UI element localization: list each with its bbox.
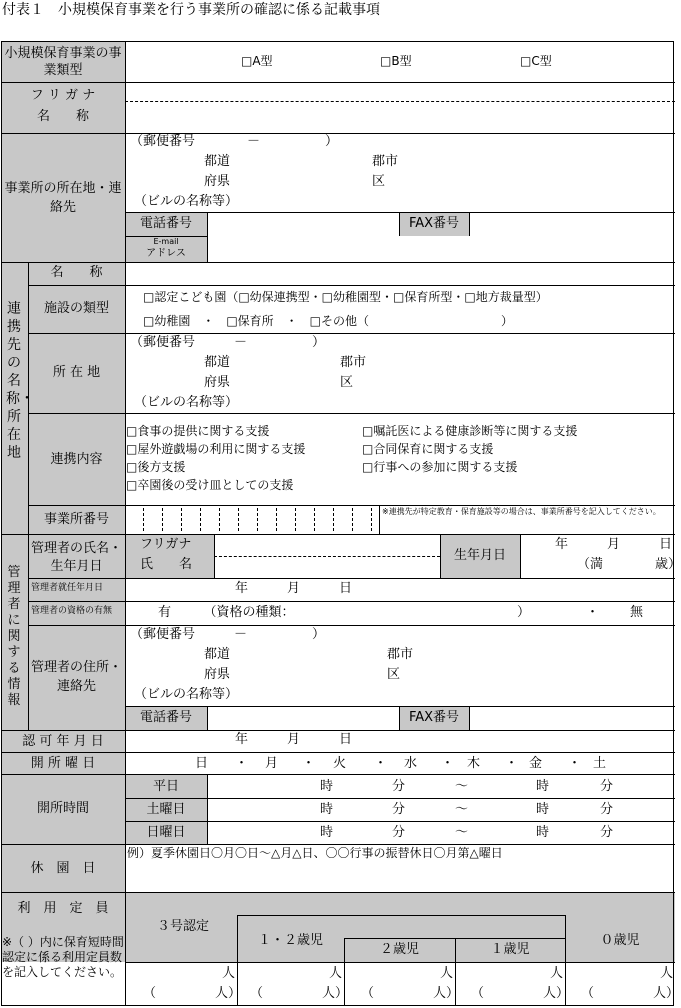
renkei-content-label: 連携内容 xyxy=(50,452,103,467)
renkei-dodo: 都道 xyxy=(204,355,231,370)
hours-fun: 分 xyxy=(600,779,614,794)
renkei-building: （ビルの名称等） xyxy=(134,395,239,410)
tenure-value[interactable]: 年 月 日 xyxy=(235,581,353,596)
type-option-c[interactable]: □C型 xyxy=(520,54,552,68)
holiday-label: 休 園 日 xyxy=(30,861,96,876)
capacity-nin: 人 xyxy=(550,966,564,981)
address-postal: （郵便番号 － ） xyxy=(130,134,339,149)
type-label: 小規模保育事業の事業類型 xyxy=(4,46,122,78)
capacity-paren-open: （ xyxy=(143,986,157,1001)
renkei-location-label: 所 在 地 xyxy=(52,365,101,380)
furigana-label: フ リ ガ ナ xyxy=(30,88,96,103)
hours-fun: 分 xyxy=(392,825,406,840)
address-gunshi: 郡市 xyxy=(372,154,399,169)
hours-row-label: 日曜日 xyxy=(146,825,186,840)
email-label-2: アドレス xyxy=(146,248,186,259)
tenure-label: 管理者就任年月日 xyxy=(31,583,104,593)
capacity-paren-open: （ xyxy=(250,986,264,1001)
manager-fax-label: FAX番号 xyxy=(408,710,460,725)
approval-label: 認 可 年 月 日 xyxy=(22,734,104,749)
renkei-name-label: 名 称 xyxy=(50,265,103,280)
qualification-label: 管理者の資格の有無 xyxy=(31,606,113,616)
qualification-no[interactable]: 無 xyxy=(630,605,644,620)
capacity-nin: 人 xyxy=(222,966,236,981)
holiday-example[interactable]: 例）夏季休園日〇月〇日～△月△日、〇〇行事の振替休日〇月第△曜日 xyxy=(127,846,503,860)
hours-row-label: 平日 xyxy=(152,779,179,794)
capacity-level3: ３号認定 xyxy=(157,919,210,934)
hours-ji: 時 xyxy=(536,825,550,840)
hours-fun: 分 xyxy=(392,802,406,817)
capacity-paren-open: （ xyxy=(471,986,485,1001)
birth-value[interactable]: 年 月 日 xyxy=(554,537,672,552)
day-item[interactable]: 水 xyxy=(404,756,418,771)
day-item[interactable]: 月 xyxy=(265,756,279,771)
hours-tilde: ～ xyxy=(455,802,469,817)
office-number-note: ※連携先が特定教育・保育施設等の場合は、事業所番号を記入してください。 xyxy=(382,507,661,516)
renkei-item[interactable]: □行事への参加に関する支援 xyxy=(362,460,518,474)
hours-tilde: ～ xyxy=(455,779,469,794)
address-building: （ビルの名称等） xyxy=(134,194,239,209)
renkei-item[interactable]: □後方支援 xyxy=(126,460,186,474)
manager-name-label: 管理者の氏名・生年月日 xyxy=(30,541,122,574)
type-option-b[interactable]: □B型 xyxy=(380,54,412,68)
day-item[interactable]: 土 xyxy=(593,756,607,771)
manager-postal: （郵便番号 － ） xyxy=(130,627,326,642)
capacity-note: ※（ ）内に保育短時間認定に係る利用定員数を記入してください。 xyxy=(2,935,124,979)
qualification-yes[interactable]: 有 （資格の種類： xyxy=(158,605,295,620)
day-separator: ・ xyxy=(505,756,519,771)
tel-label: 電話番号 xyxy=(139,216,192,231)
renkei-item[interactable]: □屋外遊戯場の利用に関する支援 xyxy=(126,442,306,456)
hours-ji: 時 xyxy=(320,779,334,794)
renkei-gunshi: 郡市 xyxy=(340,355,367,370)
capacity-paren-close: 人） xyxy=(543,986,570,1001)
capacity-nin: 人 xyxy=(329,966,343,981)
manager-address-label: 管理者の住所・連絡先 xyxy=(30,660,122,694)
manager-furigana: フリガナ xyxy=(140,537,192,552)
capacity-paren-close: 人） xyxy=(215,986,242,1001)
approval-value[interactable]: 年 月 日 xyxy=(235,732,353,747)
address-ku: 区 xyxy=(372,174,386,189)
capacity-paren-open: （ xyxy=(581,986,595,1001)
manager-fuken: 府県 xyxy=(204,667,231,682)
day-separator: ・ xyxy=(374,756,388,771)
capacity-paren-close: 人） xyxy=(322,986,349,1001)
manager-tel-label: 電話番号 xyxy=(139,710,192,725)
renkei-item[interactable]: □食事の提供に関する支援 xyxy=(126,424,270,438)
day-item[interactable]: 火 xyxy=(333,756,347,771)
facility-type-line-1[interactable]: □認定こども園（□幼保連携型・□幼稚園型・□保育所型・□地方裁量型） xyxy=(143,290,548,304)
email-label: E-mail xyxy=(153,237,179,246)
qualification-dot: ・ xyxy=(586,605,600,620)
hours-ji: 時 xyxy=(320,802,334,817)
capacity-paren-close: 人） xyxy=(433,986,460,1001)
hours-fun: 分 xyxy=(600,802,614,817)
hours-ji: 時 xyxy=(536,802,550,817)
day-item[interactable]: 日 xyxy=(195,756,209,771)
manager-gunshi: 郡市 xyxy=(387,647,414,662)
day-item[interactable]: 金 xyxy=(529,756,543,771)
hours-ji: 時 xyxy=(536,779,550,794)
day-item[interactable]: 木 xyxy=(467,756,481,771)
address-dodo: 都道 xyxy=(204,154,231,169)
manager-ku: 区 xyxy=(387,667,401,682)
birth-label: 生年月日 xyxy=(453,548,506,563)
renkei-item[interactable]: □嘱託医による健康診断等に関する支援 xyxy=(362,424,578,438)
qualification-close: ） xyxy=(517,605,531,620)
day-separator: ・ xyxy=(235,756,249,771)
birth-age[interactable]: （満 歳） xyxy=(577,557,681,572)
day-separator: ・ xyxy=(441,756,455,771)
manager-building: （ビルの名称等） xyxy=(134,687,239,702)
capacity-nin: 人 xyxy=(660,966,674,981)
type-option-a[interactable]: □A型 xyxy=(241,54,273,68)
capacity-age12: １・２歳児 xyxy=(257,933,323,948)
facility-type-line-2[interactable]: □幼稚園 ・ □保育所 ・ □その他（ ） xyxy=(143,314,514,328)
renkei-item[interactable]: □卒園後の受け皿としての支援 xyxy=(126,478,294,492)
fax-label: FAX番号 xyxy=(408,216,460,231)
capacity-age1: １歳児 xyxy=(490,942,530,957)
facility-name-label: 名 称 xyxy=(36,109,89,124)
manager-vertical-label: 管理者に関する情報 xyxy=(7,565,21,708)
capacity-label: 利 用 定 員 xyxy=(17,901,109,916)
hours-ji: 時 xyxy=(320,825,334,840)
address-fuken: 府県 xyxy=(204,174,231,189)
manager-dodo: 都道 xyxy=(204,647,231,662)
hours-fun: 分 xyxy=(600,825,614,840)
capacity-age2: ２歳児 xyxy=(379,942,419,957)
renkei-item[interactable]: □合同保育に関する支援 xyxy=(362,442,494,456)
manager-shimei: 氏 名 xyxy=(140,557,193,572)
hours-tilde: ～ xyxy=(455,825,469,840)
renkei-vertical-label: 連携先の名称・所在地 xyxy=(6,301,34,461)
capacity-age0: ０歳児 xyxy=(600,933,640,948)
facility-type-label: 施設の類型 xyxy=(43,301,109,316)
renkei-postal: （郵便番号 － ） xyxy=(130,335,326,350)
hours-label: 開所時間 xyxy=(36,801,89,816)
hours-fun: 分 xyxy=(392,779,406,794)
address-label: 事業所の所在地・連絡先 xyxy=(4,181,122,215)
capacity-nin: 人 xyxy=(440,966,454,981)
renkei-ku: 区 xyxy=(340,375,354,390)
day-separator: ・ xyxy=(302,756,316,771)
capacity-paren-open: （ xyxy=(361,986,375,1001)
renkei-fuken: 府県 xyxy=(204,375,231,390)
days-label: 開 所 曜 日 xyxy=(30,756,96,771)
hours-row-label: 土曜日 xyxy=(146,802,186,817)
capacity-paren-close: 人） xyxy=(653,986,680,1001)
day-separator: ・ xyxy=(568,756,582,771)
page-title: 付表１ 小規模保育事業を行う事業所の確認に係る記載事項 xyxy=(2,2,380,18)
office-number-label: 事業所番号 xyxy=(43,512,109,527)
